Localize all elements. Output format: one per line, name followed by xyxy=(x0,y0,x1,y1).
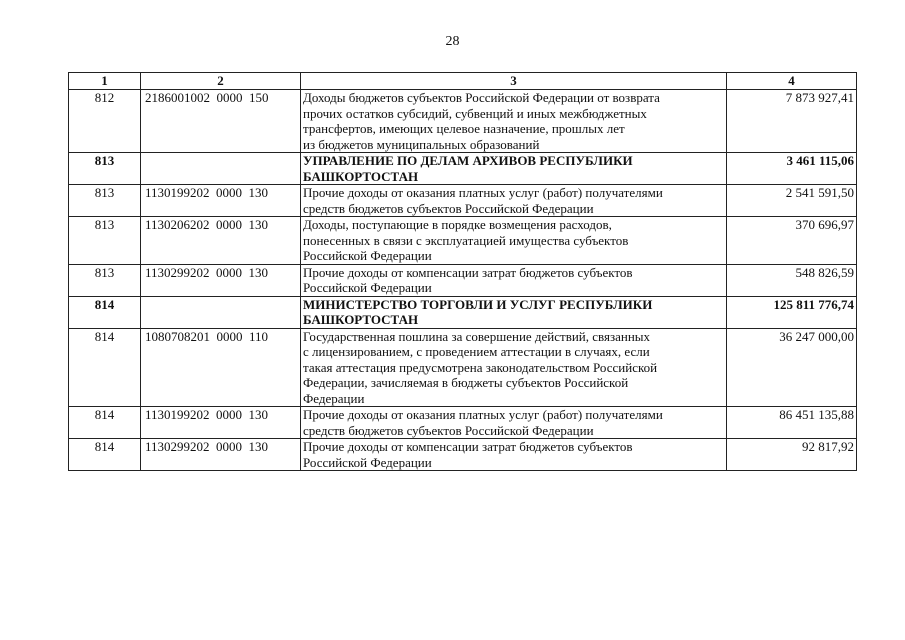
revenue-name-line: Государственная пошлина за совершение действий, связанных xyxy=(303,328,651,344)
amount-cell: 125 811 776,74 xyxy=(727,296,857,328)
revenue-code-cell: 1130299202 0000 130 xyxy=(141,264,301,296)
revenue-name-line: БАШКОРТОСТАН xyxy=(303,312,419,327)
revenue-name-cell xyxy=(301,328,727,407)
revenue-name-line: МИНИСТЕРСТВО ТОРГОВЛИ И УСЛУГ РЕСПУБЛИКИ xyxy=(303,296,653,312)
revenue-name-line: Российской Федерации xyxy=(303,280,432,295)
revenue-name-cell xyxy=(301,407,727,439)
page-number: 28 xyxy=(445,34,460,49)
revenue-name-cell xyxy=(301,153,727,185)
revenue-name-line: средств бюджетов субъектов Российской Федерации xyxy=(303,200,594,216)
revenue-name-line: средств бюджетов субъектов Российской Федерации xyxy=(303,422,594,438)
admin-code-cell: 814 xyxy=(69,407,141,439)
revenue-name-cell xyxy=(301,296,727,328)
revenue-name-cell xyxy=(301,185,727,217)
admin-code-cell: 813 xyxy=(69,264,141,296)
header-col-3: 3 xyxy=(301,73,727,90)
amount-cell: 7 873 927,41 xyxy=(727,90,857,153)
admin-code-cell: 813 xyxy=(69,185,141,217)
revenue-name-line: такая аттестация предусмотрена законодательством Российской xyxy=(303,359,658,375)
table-row xyxy=(69,90,857,153)
admin-code-cell: 814 xyxy=(69,439,141,471)
section-header-row xyxy=(69,296,857,328)
amount-cell: 36 247 000,00 xyxy=(727,328,857,407)
revenue-name-line: Прочие доходы от компенсации затрат бюджетов субъектов xyxy=(303,264,633,280)
admin-code-cell: 814 xyxy=(69,328,141,407)
revenue-name-cell xyxy=(301,439,727,471)
amount-cell: 2 541 591,50 xyxy=(727,185,857,217)
revenue-code-cell: 1130199202 0000 130 xyxy=(141,407,301,439)
revenue-name-line: трансфертов, имеющих целевое назначение, прошлых лет xyxy=(303,121,625,136)
revenue-name-line: прочих остатков субсидий, субвенций и иных межбюджетных xyxy=(303,105,647,121)
revenue-name-line: Прочие доходы от оказания платных услуг (работ) получателями xyxy=(303,185,663,200)
revenue-name-cell xyxy=(301,90,727,153)
admin-code-cell: 813 xyxy=(69,153,141,185)
amount-cell: 3 461 115,06 xyxy=(727,153,857,185)
admin-code-cell: 813 xyxy=(69,217,141,265)
amount-cell: 92 817,92 xyxy=(727,439,857,471)
revenue-code-cell: 1080708201 0000 110 xyxy=(141,328,301,407)
revenue-code-cell: 1130199202 0000 130 xyxy=(141,185,301,217)
revenue-name-cell xyxy=(301,264,727,296)
amount-cell: 548 826,59 xyxy=(727,264,857,296)
table-row xyxy=(69,439,857,471)
amount-cell: 370 696,97 xyxy=(727,217,857,265)
revenue-name-line: Российской Федерации xyxy=(303,248,432,263)
revenue-name-line: Прочие доходы от оказания платных услуг (работ) получателями xyxy=(303,407,663,422)
table-header-row xyxy=(69,73,857,90)
revenue-name-line: Федерации, зачисляемая в бюджеты субъектов Российской xyxy=(303,375,629,390)
revenue-name-line: Доходы бюджетов субъектов Российской Федерации от возврата xyxy=(303,90,660,105)
revenue-name-cell xyxy=(301,217,727,265)
table-row xyxy=(69,407,857,439)
revenue-name-line: Прочие доходы от компенсации затрат бюджетов субъектов xyxy=(303,439,633,454)
revenue-name-line: УПРАВЛЕНИЕ ПО ДЕЛАМ АРХИВОВ РЕСПУБЛИКИ xyxy=(303,153,633,168)
revenue-code-cell: 1130206202 0000 130 xyxy=(141,217,301,265)
admin-code-cell: 814 xyxy=(69,296,141,328)
header-col-1: 1 xyxy=(69,73,141,90)
table-body xyxy=(69,90,857,471)
header-col-2: 2 xyxy=(141,73,301,90)
revenue-name-line: Российской Федерации xyxy=(303,454,432,470)
revenue-name-line: с лицензированием, с проведением аттестации в случаях, если xyxy=(303,344,650,359)
admin-code-cell: 812 xyxy=(69,90,141,153)
section-header-row xyxy=(69,153,857,185)
table-row xyxy=(69,185,857,217)
table-row xyxy=(69,217,857,265)
revenue-name-line: Федерации xyxy=(303,390,365,406)
header-col-4: 4 xyxy=(727,73,857,90)
revenue-name-line: из бюджетов муниципальных образований xyxy=(303,136,540,152)
revenue-code-cell: 2186001002 0000 150 xyxy=(141,90,301,153)
revenue-code-cell xyxy=(141,153,301,185)
table-row xyxy=(69,264,857,296)
amount-cell: 86 451 135,88 xyxy=(727,407,857,439)
revenue-table xyxy=(68,72,857,471)
revenue-code-cell: 1130299202 0000 130 xyxy=(141,439,301,471)
revenue-name-line: понесенных в связи с эксплуатацией имущества субъектов xyxy=(303,232,629,248)
revenue-code-cell xyxy=(141,296,301,328)
revenue-name-line: БАШКОРТОСТАН xyxy=(303,168,419,184)
table-row xyxy=(69,328,857,407)
revenue-name-line: Доходы, поступающие в порядке возмещения расходов, xyxy=(303,217,612,232)
